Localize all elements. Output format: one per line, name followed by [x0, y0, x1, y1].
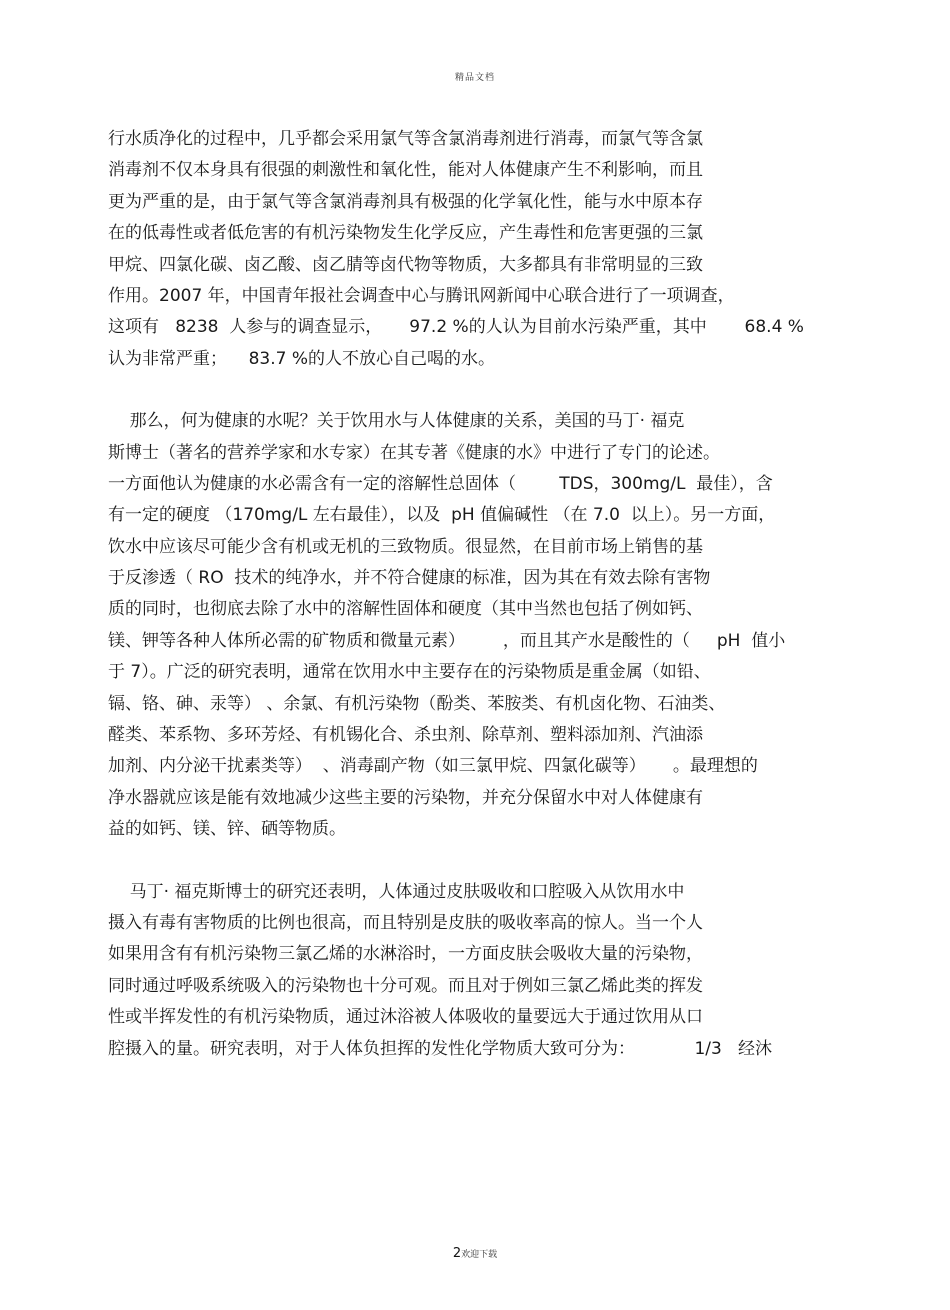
text-line: 更为严重的是，由于氯气等含氯消毒剂具有极强的化学氧化性，能与水中原本存: [108, 191, 703, 212]
text-line: 有一定的硬度 （170mg/L 左右最佳），以及 pH 值偏碱性 （在 7.0 以上）。另一方面，: [108, 505, 776, 526]
paragraph-skin-absorption: [108, 877, 843, 1065]
text-line: 净水器就应该是能有效地减少这些主要的污染物，并充分保留水中对人体健康有: [108, 787, 703, 808]
text-line: 消毒剂不仅本身具有很强的刺激性和氧化性，能对人体健康产生不利影响，而且: [108, 160, 703, 181]
text-line: 甲烷、四氯化碳、卤乙酸、卤乙腈等卤代物等物质，大多都具有非常明显的三致: [108, 254, 703, 275]
text-line: 镉、铬、砷、汞等） 、余氯、有机污染物（酚类、苯胺类、有机卤化物、石油类、: [108, 693, 726, 714]
text-line: 于 7）。广泛的研究表明，通常在饮用水中主要存在的污染物质是重金属（如铅、: [108, 662, 711, 683]
text-line: 性或半挥发性的有机污染物质，通过沐浴被人体吸收的量要远大于通过饮用从口: [108, 1007, 703, 1028]
text-line: 镁、钾等各种人体所必需的矿物质和微量元素） ，而且其产水是酸性的（ pH 值小: [108, 630, 786, 651]
page-number: 2: [452, 1246, 462, 1261]
text-line: 质的同时，也彻底去除了水中的溶解性固体和硬度（其中当然也包括了例如钙、: [108, 599, 703, 620]
text-line: 认为非常严重； 83.7 %的人不放心自己喝的水。: [108, 348, 496, 369]
text-line: 作用。2007 年，中国青年报社会调查中心与腾讯网新闻中心联合进行了一项调查，: [108, 285, 735, 306]
paragraph-gap: [108, 846, 843, 877]
paragraph-gap: [108, 375, 843, 406]
text-line: 斯博士（著名的营养学家和水专家）在其专著《健康的水》中进行了专门的论述。: [108, 442, 720, 463]
text-line: 这项有 8238 人参与的调查显示， 97.2 %的人认为目前水污染严重，其中 68.4 %: [108, 317, 804, 338]
text-line: 于反渗透（ RO 技术的纯净水，并不符合健康的标准，因为其在有效去除有害物: [108, 568, 711, 589]
text-line: 一方面他认为健康的水必需含有一定的溶解性总固体（ TDS，300mg/L 最佳），含: [108, 473, 773, 494]
paragraph-water-treatment: [108, 124, 843, 375]
text-line: 同时通过呼吸系统吸入的污染物也十分可观。而且对于例如三氯乙烯此类的挥发: [108, 975, 703, 996]
text-line: 行水质净化的过程中，几乎都会采用氯气等含氯消毒剂进行消毒，而氯气等含氯: [108, 129, 703, 149]
text-line: 那么，何为健康的水呢？关于饮用水与人体健康的关系，美国的马丁· 福克: [108, 411, 685, 432]
page-header: 精品文档: [454, 73, 495, 83]
text-line: 马丁· 福克斯博士的研究还表明，人体通过皮肤吸收和口腔吸入从饮用水中: [108, 881, 685, 902]
text-line: 饮水中应该尽可能少含有机或无机的三致物质。很显然，在目前市场上销售的基: [108, 536, 703, 557]
page-footer: [0, 1246, 950, 1261]
text-line: 摄入有毒有害物质的比例也很高，而且特别是皮肤的吸收率高的惊人。当一个人: [108, 912, 703, 933]
text-line: 加剂、内分泌干扰素类等） 、消毒副产物（如三氯甲烷、四氯化碳等） 。最理想的: [108, 756, 758, 777]
footer-text: 欢迎下载: [461, 1250, 498, 1260]
text-line: 醛类、苯系物、多环芳烃、有机锡化合、杀虫剂、除草剂、塑料添加剂、汽油添: [108, 725, 703, 746]
paragraph-healthy-water: [108, 406, 843, 845]
text-line: 益的如钙、镁、锌、硒等物质。: [108, 819, 346, 840]
text-line: 在的低毒性或者低危害的有机污染物发生化学反应，产生毒性和危害更强的三氯: [108, 223, 703, 244]
text-line: 腔摄入的量。研究表明，对于人体负担挥的发性化学物质大致可分为： 1/3 经沐: [108, 1038, 773, 1059]
document-body: [108, 124, 843, 1065]
text-line: 如果用含有有机污染物三氯乙烯的水淋浴时，一方面皮肤会吸收大量的污染物，: [108, 944, 703, 965]
